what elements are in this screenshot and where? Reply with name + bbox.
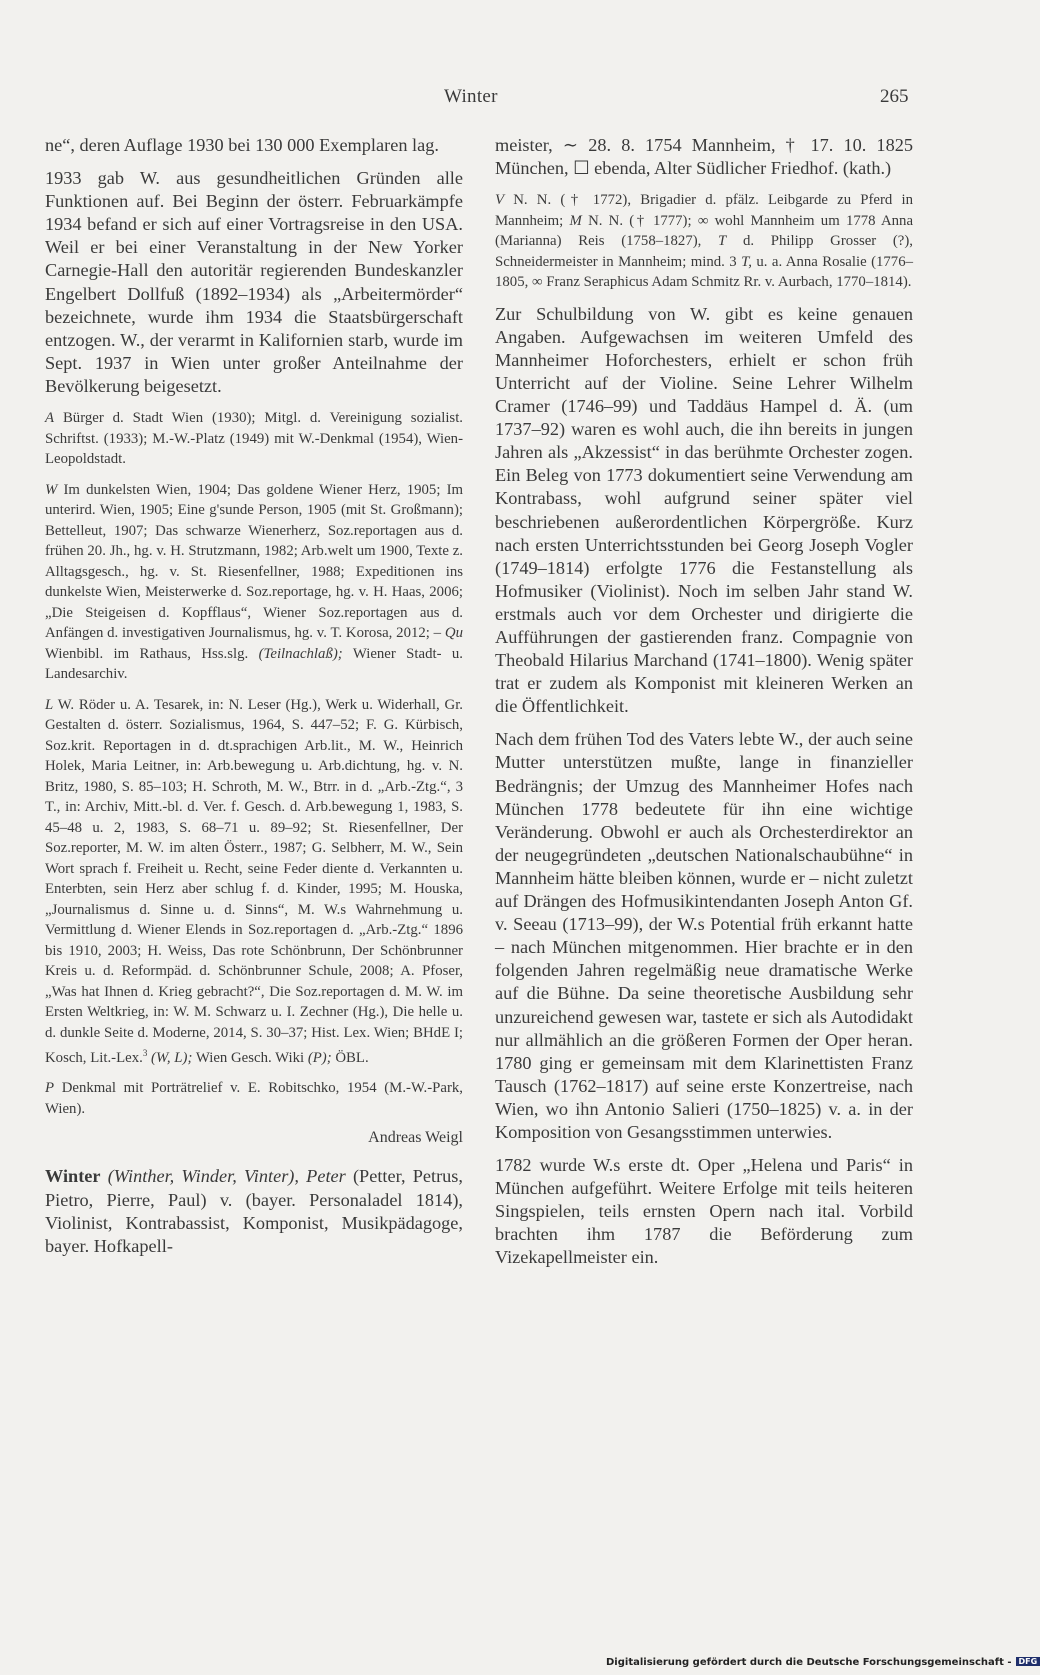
section-text: Wienbibl. im Rathaus, Hss.slg. [45, 645, 249, 662]
works-section [45, 480, 463, 685]
section-text: Im dunkelsten Wien, 1904; Das goldene Wiener Herz, 1905; Im unterird. Wien, 1905; Eine g'sunde Person, 1905 (mit St. Großmann); Bettelleut, 1907; Das schwarze Wienerherz, Soz.reportagen aus d. frühen 20. Jh., hg. v. H. Strutzmann, 1982; Arb.welt um 1900, Texte z. Alltagsgesch., hg. v. St. Riesenfellner, 1988; Expeditionen ins dunkelste Wien, Meisterwerke d. Soz.reportage, hg. v. H. Haas, 2006; „Die Steigeisen d. Kopfflaus“, Wiener Soz.reportagen aus d. Anfängen d. investigativen Journalismus, hg. v. T. Korosa, 2012; – [45, 481, 464, 642]
entry-text: (Petter, Petrus, Pietro, Pierre, Paul) v. (bayer. Personaladel 1814), Violinist, Kontrabassist, Komponist, Musikpädagoge, bayer. Hofkapell- [45, 1166, 463, 1256]
page-number: 265 [880, 86, 909, 107]
literature-section [45, 695, 463, 1069]
portrait-section [45, 1078, 463, 1119]
left-column [45, 134, 463, 1268]
section-label: V [495, 192, 505, 209]
running-head [0, 86, 1000, 114]
section-text: u. a. Anna Rosalie (1776–1805, ∞ Franz Seraphicus Adam Schmitz Rr. v. Aurbach, 1770–1814). [495, 253, 914, 291]
section-label: M [569, 212, 582, 229]
section-label: A [45, 410, 55, 427]
paragraph: 1933 gab W. aus gesundheitlichen Gründen alle Funktionen auf. Bei Beginn der österr. Februarkämpfe 1934 befand er sich auf einer Vortragsreise in den USA. Weil er bei einer Veranstaltung in der New Yorker Carnegie-Hall den autoritär regierenden Bundeskanzler Engelbert Dollfuß (1892–1934) als „Arbeitermörder“ bezeichnete, wurde ihm 1934 die Staatsbürgerschaft entzogen. W., der verarmt in Kalifornien starb, wurde im Sept. 1937 in Wien unter großer Anteilnahme der Bevölkerung beigesetzt. [45, 168, 463, 396]
section-label: P [45, 1080, 55, 1097]
section-label: T, [741, 253, 752, 270]
section-text: Wien Gesch. Wiki [195, 1049, 305, 1066]
section-label: W [45, 481, 58, 498]
section-label: L [45, 696, 54, 713]
section-text: N. N. († 1772), Brigadier d. pfälz. Leibgarde zu Pferd in Mannheim; [495, 192, 914, 229]
section-text-italic: (Teilnachlaß); [258, 645, 343, 662]
section-text: W. Röder u. A. Tesarek, in: N. Leser (Hg.), Werk u. Widerhall, Gr. Gestalten d. österr. Sozialismus, 1964, S. 447–52; F. G. Kürbisch, Soz.krit. Reportagen in d. dt.sprachigen Arb.lit., M. W., Heinrich Holek, Maria Leitner, in: Arb.bewegung u. Arb.dichtung, hg. v. N. Britz, 1980, S. 85–103; H. Schroth, M. W., Btrr. in d. „Arb.-Ztg.“, 3 T., in: Archiv, Mitt.-bl. d. Ver. f. Gesch. d. Arb.bewegung 1, 1983, S. 45–48 u. 2, 1983, S. 68–71 u. 89–92; St. Riesenfellner, Der Soz.reporter, M. W. im alten Österr., 1987; G. Selbherr, M. W., Sein Wort sprach f. Freiheit u. Recht, seine Feder diente d. Verkannten u. Enterbten, sein Herz aber schlug f. d. Kinder, 1995; M. Houska, „Journalismus d. Sinne u. d. Sinns“, M. W.s Wahrnehmung u. Vermittlung d. Wiener Elends in Soz.reportagen d. „Arb.-Ztg.“ 1896 bis 1910, 2003; H. Weiss, Das rote Schönbrunn, Der Schönbrunner Kreis u. d. Reformpäd. d. Schönbrunner Schule, 2008; A. Pfoser, „Was hat Ihnen d. Krieg gebracht?“, Die Soz.reportagen d. M. W. im Ersten Weltkrieg, in: W. M. Schwarz u. I. Zechner (Hg.), Die helle u. d. dunkle Seite d. Moderne, 2014, S. 30–37; Hist. Lex. Wien; BHdE I; Kosch, Lit.-Lex. [45, 696, 464, 1066]
section-text-italic: (P); [307, 1049, 332, 1066]
awards-section [45, 408, 463, 470]
section-text: Bürger d. Stadt Wien (1930); Mitgl. d. Vereinigung sozialist. Schriftst. (1933); M.-W.-Platz (1949) mit W.-Denkmal (1954), Wien-Leopoldstadt. [45, 410, 464, 468]
paragraph: Nach dem frühen Tod des Vaters lebte W., der auch seine Mutter unterstützen mußte, lange in finanzieller Bedrängnis; der Umzug des Mannheimer Hofes nach München 1778 bedeutete für ihn eine wichtige Veränderung. Obwohl er auch als Orchesterdirektor an der neugegründeten „deutschen Nationalschaubühne“ in Mannheim hätte bleiben können, wurde er – nicht zuletzt auf Drängen des Hofmusikintendanten Joseph Anton Gf. v. Seeau (1713–99), der W.s Potential früh erkannt hatte – nach München mitgenommen. Hier brachte er in den folgenden Jahren regelmäßig neue dramatische Werke auf die Bühne. Da seine theoretische Ausbildung sehr unzureichend gewesen war, tastete er sich als Autodidakt nur allmählich an die größeren Formen der Oper heran. 1780 ging er gemeinsam mit dem Klarinettisten Franz Tausch (1762–1817) auf seine erste Konzertreise, nach Wien, wo ihn Antonio Salieri (1750–1825) v. a. in der Komposition von Gesangsstimmen unterwies. [495, 729, 913, 1142]
running-title: Winter [444, 86, 498, 107]
section-text: N. N. († 1777); ∞ wohl Mannheim um 1778 Anna (Marianna) Reis (1758–1827), [495, 212, 914, 250]
dfg-logo: DFG [1016, 1657, 1040, 1666]
family-section [495, 190, 913, 293]
credit-text: Digitalisierung gefördert durch die Deutsche Forschungsgemeinschaft - [606, 1657, 1012, 1668]
section-label: T [718, 233, 727, 250]
paragraph: meister, ∼ 28. 8. 1754 Mannheim, † 17. 10. 1825 München, ☐ ebenda, Alter Südlicher Friedhof. (kath.) [495, 135, 913, 179]
section-label: Qu [444, 625, 463, 642]
superscript: 3 [142, 1048, 148, 1059]
paragraph: 1782 wurde W.s erste dt. Oper „Helena und Paris“ in München aufgeführt. Weitere Erfolge mit teils heiteren Singspielen, teils ernsten Opern nach ital. Vorbild brachten ihm 1787 die Beförderung zum Vizekapellmeister ein. [495, 1155, 913, 1268]
section-text-italic: (W, L); [151, 1049, 193, 1066]
entry-variants: (Winther, Winder, Vinter), Peter [107, 1166, 346, 1187]
paragraph: Zur Schulbildung von W. gibt es keine genauen Angaben. Aufgewachsen im weiteren Umfeld des Mannheimer Hoforchesters, erhielt er schon früh Unterricht auf der Violine. Seine Lehrer Wilhelm Cramer (1746–99) und Taddäus Hampel d. Ä. (um 1737–92) waren es wohl auch, die ihn bereits in jungen Jahren als „Akzessist“ in das berühmte Orchester zogen. Ein Beleg von 1773 dokumentiert seine Verwendung am Kontrabass, wohl aufgrund seiner später viel beschriebenen außerordentlichen Körpergröße. Kurz nach ersten Unterrichtsstunden bei Georg Joseph Vogler (1749–1814) erfolgte 1776 die Festanstellung als Hofmusiker (Violinist). Noch im selben Jahr stand W. erstmals auch vor dem Orchester und dirigierte die Aufführungen der gastierenden franz. Compagnie von Theobald Hilarius Marchand (1741–1800). Wenig später trat er zudem als Komponist mit kleineren Werken an die Öffentlichkeit. [495, 303, 913, 717]
entry-heading [45, 1165, 463, 1257]
section-text: d. Philipp Grosser (?), Schneidermeister in Mannheim; mind. 3 [495, 233, 914, 270]
entry-name: Winter [45, 1166, 101, 1187]
section-text: Denkmal mit Porträtrelief v. E. Robitschko, 1954 (M.-W.-Park, Wien). [45, 1080, 463, 1117]
digitization-credit [606, 1657, 1038, 1671]
section-text: Wiener Stadt- u. Landesarchiv. [45, 645, 463, 683]
paragraph: ne“, deren Auflage 1930 bei 130 000 Exemplaren lag. [45, 135, 439, 155]
section-text: ÖBL. [335, 1049, 369, 1066]
right-column [495, 134, 913, 1280]
author-signature: Andreas Weigl [368, 1129, 463, 1147]
